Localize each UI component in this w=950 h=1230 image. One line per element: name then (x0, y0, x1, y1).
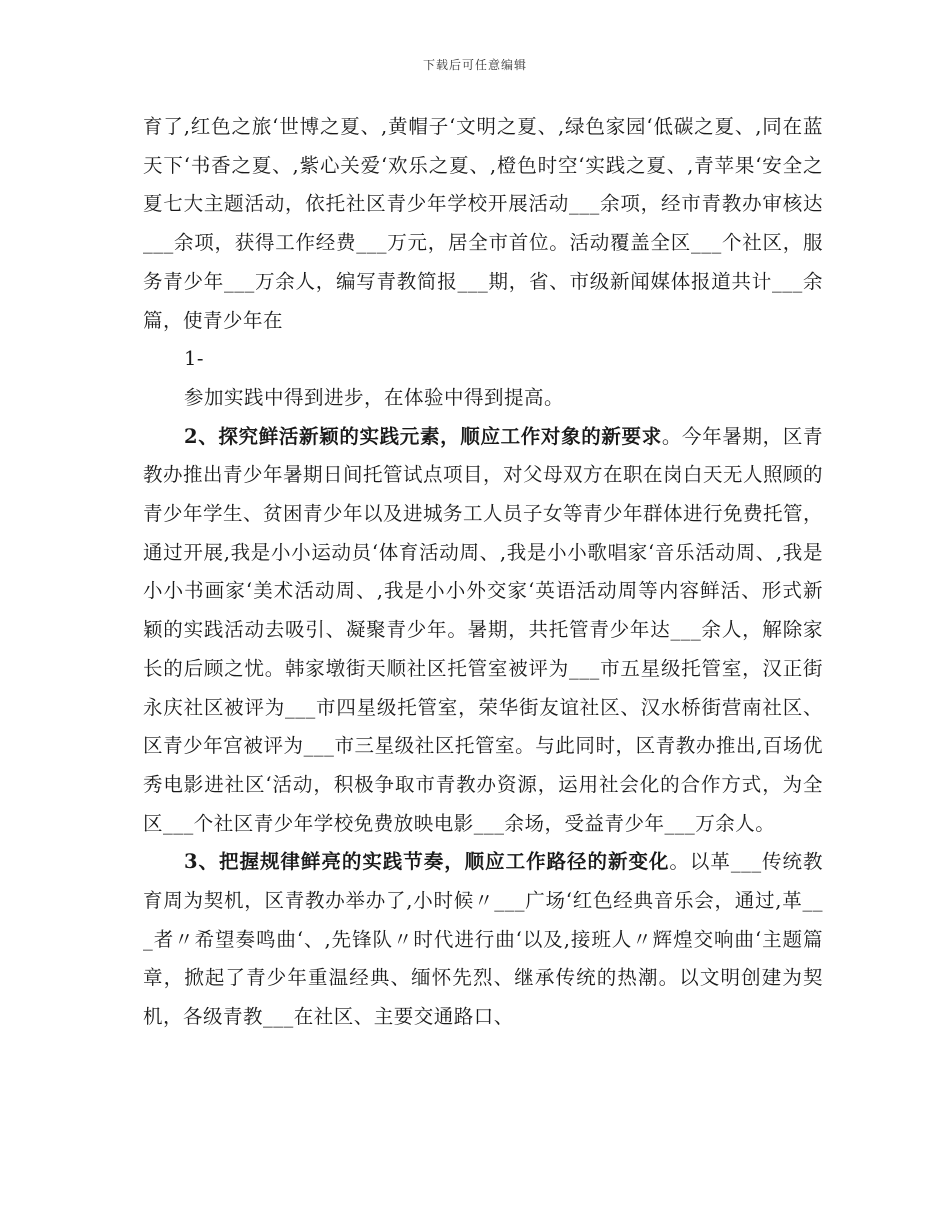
page-number-marker: 1- (184, 347, 204, 371)
paragraph-section-3 (143, 843, 823, 1037)
document-body (143, 108, 823, 1037)
paragraph-practice-progress: 参加实践中得到进步，在体验中得到提高。 (184, 385, 565, 409)
section-3-heading: 3、把握规律鲜亮的实践节奏，顺应工作路径的新变化 (184, 850, 670, 874)
section-2-heading: 2、探究鲜活新颖的实践元素，顺应工作对象的新要求 (184, 424, 662, 448)
paragraph-section-2 (143, 418, 823, 844)
page-header: 下载后可任意编辑 (422, 58, 527, 72)
section-3-body: 。以革___传统教育周为契机，区青教办举办了,小时候〃___广场‘红色经典音乐会，通过,革___者〃希望奏鸣曲‘、,先锋队〃时代进行曲‘以及,接班人〃辉煌交响曲‘主题篇章，掀起了青少年重温经典、缅怀先烈、继承传统的热潮。以文明创建为契机，各级青教___在社区、主要交通路口、 (143, 850, 823, 1029)
paragraph-continuation: 育了,红色之旅‘世博之夏、,黄帽子‘文明之夏、,绿色家园‘低碳之夏、,同在蓝天下‘书香之夏、,紫心关爱‘欢乐之夏、,橙色时空‘实践之夏、,青苹果‘安全之夏七大主题活动，依托社区青少年学校开展活动___余项，经市青教办审核达___余项，获得工作经费___万元，居全市首位。活动覆盖全区___个社区，服务青少年___万余人，编写青教简报___期，省、市级新闻媒体报道共计___余篇，使青少年在 (143, 115, 823, 332)
section-2-body: 。今年暑期，区青教办推出青少年暑期日间托管试点项目，对父母双方在职在岗白天无人照顾的青少年学生、贫困青少年以及进城务工人员子女等青少年群体进行免费托管，通过开展,我是小小运动员‘体育活动周、,我是小小歌唱家‘音乐活动周、,我是小小书画家‘美术活动周、,我是小小外交家‘英语活动周等内容鲜活、形式新颖的实践活动去吸引、凝聚青少年。暑期，共托管青少年达___余人，解除家长的后顾之忧。韩家墩街天顺社区托管室被评为___市五星级托管室，汉正街永庆社区被评为___市四星级托管室，荣华街友谊社区、汉水桥街营南社区、区青少年宫被评为___市三星级社区托管室。与此同时，区青教办推出,百场优秀电影进社区‘活动，积极争取市青教办资源，运用社会化的合作方式，为全区___个社区青少年学校免费放映电影___余场，受益青少年___万余人。 (143, 424, 824, 835)
